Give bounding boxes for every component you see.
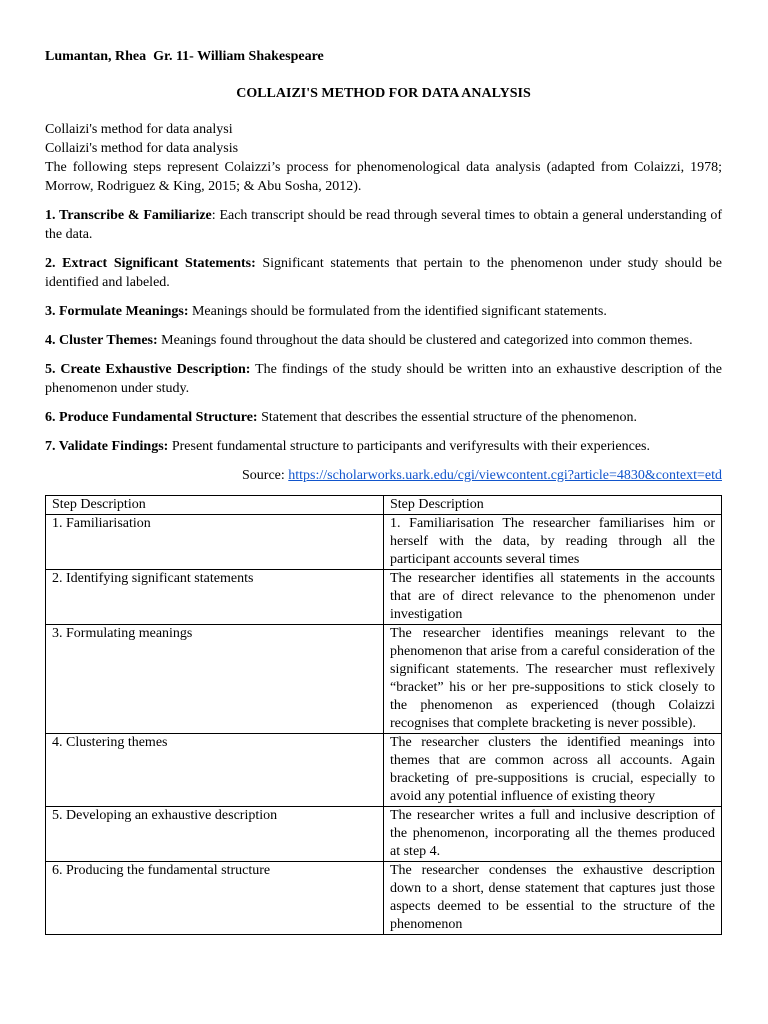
- step-6: [45, 408, 722, 427]
- step-2-label: 2. Extract Significant Statements:: [45, 256, 256, 271]
- step-1: [45, 206, 722, 244]
- table-cell-step: 1. Familiarisation: [46, 515, 384, 570]
- step-2: [45, 254, 722, 292]
- intro-line-1: Collaizi's method for data analysi: [45, 122, 233, 137]
- step-3-label: 3. Formulate Meanings:: [45, 304, 189, 319]
- table-cell-description: The researcher writes a full and inclusive description of the phenomenon, incorporating all the themes produced at step 4.: [384, 807, 722, 862]
- table-cell-description: The researcher identifies meanings relevant to the phenomenon that arise from a careful consideration of the significant statements. The researcher must reflexively “bracket” his or her pre-suppositions to stick closely to the phenomenon as experienced (though Colaizzi recognises that complete bracketing is never possible).: [384, 625, 722, 734]
- step-3: [45, 302, 722, 321]
- step-7: [45, 437, 722, 456]
- intro-line-2: Collaizi's method for data analysis: [45, 141, 239, 156]
- step-4-text: Meanings found throughout the data should be clustered and categorized into common themes.: [157, 333, 693, 348]
- step-7-text: Present fundamental structure to participants and verifyresults with their experiences.: [168, 439, 651, 454]
- table-cell-description: The researcher clusters the identified meanings into themes that are common across all accounts. Again bracketing of pre-suppositions is crucial, especially to avoid any potential influence of existing theory: [384, 734, 722, 807]
- table-cell-description: 1. Familiarisation The researcher familiarises him or herself with the data, by reading through all the participant accounts several times: [384, 515, 722, 570]
- step-5-label: 5. Create Exhaustive Description:: [45, 362, 251, 377]
- step-5: [45, 360, 722, 398]
- step-5-text: The findings of the study should be written into an exhaustive description of the phenomenon under study.: [45, 362, 722, 396]
- steps-table: [45, 495, 722, 935]
- step-7-label: 7. Validate Findings:: [45, 439, 169, 454]
- step-4-label: 4. Cluster Themes:: [45, 333, 158, 348]
- step-2-text: Significant statements that pertain to the phenomenon under study should be identified and labeled.: [45, 256, 722, 290]
- table-cell-step: 6. Producing the fundamental structure: [46, 862, 384, 935]
- step-4: [45, 331, 722, 350]
- table-row: [46, 515, 722, 570]
- source-line: [45, 466, 722, 485]
- table-cell-step: 4. Clustering themes: [46, 734, 384, 807]
- table-row: [46, 734, 722, 807]
- intro-paragraph: The following steps represent Colaizzi’s process for phenomenological data analysis (adapted from Colaizzi, 1978; Morrow, Rodriguez & King, 2015; & Abu Sosha, 2012).: [45, 160, 722, 194]
- table-row: [46, 862, 722, 935]
- step-1-label: 1. Transcribe & Familiarize: [45, 208, 212, 223]
- table-header-cell: Step Description: [46, 496, 384, 515]
- table-cell-step: 3. Formulating meanings: [46, 625, 384, 734]
- step-1-text: Each transcript should be read through several times to obtain a general understanding of the data.: [45, 208, 722, 242]
- step-6-text: Statement that describes the essential structure of the phenomenon.: [257, 410, 638, 425]
- table-header-cell: Step Description: [384, 496, 722, 515]
- author-line: Lumantan, Rhea Gr. 11- William Shakespeare: [45, 49, 324, 64]
- table-row: [46, 625, 722, 734]
- document-title: COLLAIZI'S METHOD FOR DATA ANALYSIS: [236, 86, 531, 101]
- table-cell-description: The researcher identifies all statements in the accounts that are of direct relevance to the phenomenon under investigation: [384, 570, 722, 625]
- table-cell-description: The researcher condenses the exhaustive description down to a short, dense statement that captures just those aspects deemed to be essential to the structure of the phenomenon: [384, 862, 722, 935]
- table-row: [46, 807, 722, 862]
- document-content: [45, 47, 722, 935]
- table-cell-step: 5. Developing an exhaustive description: [46, 807, 384, 862]
- source-label: Source:: [242, 468, 289, 483]
- table-header-row: [46, 496, 722, 515]
- step-1-sep: :: [211, 208, 216, 223]
- source-link[interactable]: https://scholarworks.uark.edu/cgi/viewcontent.cgi?article=4830&context=etd: [288, 468, 722, 483]
- step-3-text: Meanings should be formulated from the identified significant statements.: [188, 304, 607, 319]
- table-row: [46, 570, 722, 625]
- table-cell-step: 2. Identifying significant statements: [46, 570, 384, 625]
- step-6-label: 6. Produce Fundamental Structure:: [45, 410, 258, 425]
